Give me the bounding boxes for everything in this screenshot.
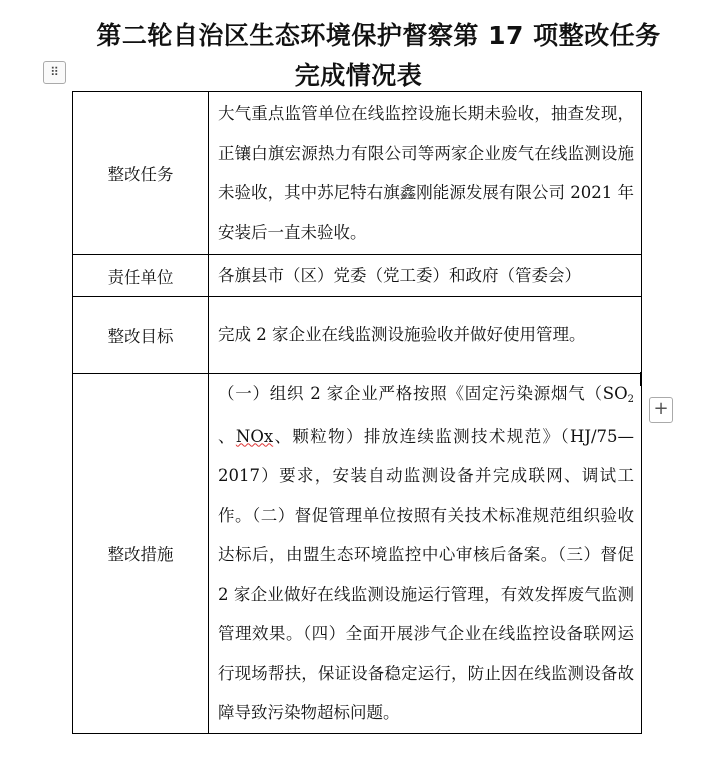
table-row <box>73 374 642 734</box>
table-row <box>73 92 642 255</box>
row-content-measures <box>209 374 642 734</box>
row-content-goal: 完成 2 家企业在线监测设施验收并做好使用管理。 <box>209 297 642 374</box>
table-move-handle-icon[interactable]: ⠿ <box>43 61 66 84</box>
row-content-responsible-unit: 各旗县市（区）党委（党工委）和政府（管委会） <box>209 255 642 297</box>
measures-spellcheck-word: NOx <box>235 426 274 446</box>
row-label-goal: 整改目标 <box>73 297 209 374</box>
row-label-responsible-unit: 责任单位 <box>73 255 209 297</box>
text-cursor <box>640 372 642 386</box>
measures-text-a: （一）组织 2 家企业严格按照《固定污染源烟气（SO <box>218 384 628 403</box>
add-column-plus-icon[interactable]: + <box>649 397 673 423</box>
rectification-table <box>72 91 642 734</box>
measures-subscript: 2 <box>627 394 634 405</box>
measures-text-b: 、 <box>218 426 236 446</box>
row-label-measures: 整改措施 <box>73 374 209 734</box>
document-title-line1: 第二轮自治区生态环境保护督察第 17 项整改任务 <box>96 21 661 50</box>
measures-text-c: 、颗粒物）排放连续监测技术规范》（HJ/75—2017）要求，安装自动监测设备并完成联网、调试工作。（二）督促管理单位按照有关技术标准规范组织验收达标后，由盟生态环境监控中心审核后备案。（三）督促 2 家企业做好在线监测设施运行管理，有效发挥废气监测管理效果。（四）全面开展涉气企业在线监控设备联网运行现场帮扶，保证设备稳定运行，防止因在线监测设备故障导致污染物超标问题。 <box>218 426 635 722</box>
table-row <box>73 255 642 297</box>
row-label-task: 整改任务 <box>73 92 209 255</box>
table-row <box>73 297 642 374</box>
row-content-task: 大气重点监管单位在线监控设施长期未验收，抽查发现，正镶白旗宏源热力有限公司等两家企业废气在线监测设施未验收，其中苏尼特右旗鑫刚能源发展有限公司 2021 年安装后一直未验收。 <box>209 92 642 255</box>
document-title-line2: 完成情况表 <box>294 61 423 90</box>
